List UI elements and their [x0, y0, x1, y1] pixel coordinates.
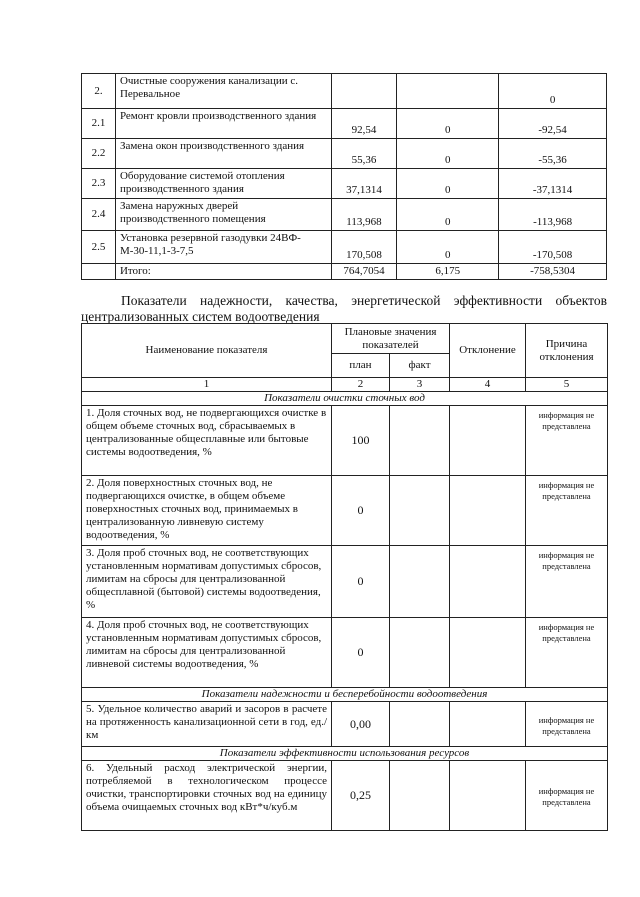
header-deviation: Отклонение	[450, 324, 526, 378]
cell-value: 0	[397, 199, 499, 231]
section-row	[82, 747, 608, 761]
indicators-table	[81, 323, 608, 831]
plan-value: 0,25	[332, 761, 390, 831]
fact-value	[390, 476, 450, 546]
cell-value: -113,968	[499, 199, 607, 231]
deviation-value	[450, 702, 526, 747]
column-number: 1	[82, 378, 332, 392]
header-row	[82, 324, 608, 354]
section-title: Показатели очистки сточных вод	[82, 392, 608, 406]
reason-text: информация не представлена	[526, 406, 608, 476]
row-number: 2.3	[82, 169, 116, 199]
cell-value: -170,508	[499, 231, 607, 264]
cell-value: 0	[397, 109, 499, 139]
fact-value	[390, 761, 450, 831]
reason-text: информация не представлена	[526, 546, 608, 618]
row-name: Очистные сооружения канализации с. Перевальное	[115, 74, 331, 109]
deviation-value	[450, 761, 526, 831]
deviation-value	[450, 406, 526, 476]
header-reason: Причина отклонения	[526, 324, 608, 378]
cell-value: -55,36	[499, 139, 607, 169]
reason-text: информация не представлена	[526, 702, 608, 747]
table-row	[82, 406, 608, 476]
reason-text: информация не представлена	[526, 476, 608, 546]
expenses-table	[81, 73, 607, 280]
plan-value: 0,00	[332, 702, 390, 747]
row-name: Ремонт кровли производственного здания	[115, 109, 331, 139]
deviation-value	[450, 618, 526, 688]
indicator-name: 4. Доля проб сточных вод, не соответствующих установленным нормативам допустимых сбросов, лимитам на сбросы для централизованной ливневой системы водоотведения, %	[82, 618, 332, 688]
section-title: Показатели надежности и бесперебойности водоотведения	[82, 688, 608, 702]
section-row	[82, 392, 608, 406]
column-number: 3	[390, 378, 450, 392]
table-row	[82, 618, 608, 688]
reason-text: информация не представлена	[526, 761, 608, 831]
table-row	[82, 199, 607, 231]
table-row	[82, 546, 608, 618]
cell-value: 0	[499, 74, 607, 109]
cell-value: 0	[397, 169, 499, 199]
indicator-name: 1. Доля сточных вод, не подвергающихся очистке в общем объеме сточных вод, сбрасываемых в централизованные общесплавные или бытовые системы водоотведения, %	[82, 406, 332, 476]
reason-text: информация не представлена	[526, 618, 608, 688]
total-value: 6,175	[397, 264, 499, 280]
cell-value: -37,1314	[499, 169, 607, 199]
header-fact: факт	[390, 354, 450, 378]
table-row	[82, 702, 608, 747]
table-row	[82, 169, 607, 199]
empty-cell	[82, 264, 116, 280]
row-name: Установка резервной газодувки 24ВФ-М-30-11,1-3-7,5	[115, 231, 331, 264]
deviation-value	[450, 546, 526, 618]
indicator-name: 5. Удельное количество аварий и засоров в расчете на протяженность канализационной сети в год, ед./км	[82, 702, 332, 747]
row-number: 2.2	[82, 139, 116, 169]
plan-value: 100	[332, 406, 390, 476]
section-row	[82, 688, 608, 702]
table-row	[82, 476, 608, 546]
indicator-name: 2. Доля поверхностных сточных вод, не подвергающихся очистке, в общем объеме поверхностных сточных вод, принимаемых в централизованную ливневую систему водоотведения, %	[82, 476, 332, 546]
cell-value: 0	[397, 139, 499, 169]
row-number: 2.	[82, 74, 116, 109]
section-heading: Показатели надежности, качества, энергетической эффективности объектов централизованных систем водоотведения	[81, 293, 607, 324]
column-numbers-row	[82, 378, 608, 392]
column-number: 2	[332, 378, 390, 392]
deviation-value	[450, 476, 526, 546]
header-plan: план	[332, 354, 390, 378]
total-label: Итого:	[115, 264, 331, 280]
indicator-name: 6. Удельный расход электрической энергии, потребляемой в технологическом процессе очистки, транспортировки сточных вод на единицу объема очищаемых сточных вод кВт*ч/куб.м	[82, 761, 332, 831]
column-number: 4	[450, 378, 526, 392]
cell-value: 0	[397, 231, 499, 264]
fact-value	[390, 702, 450, 747]
section-title: Показатели эффективности использования ресурсов	[82, 747, 608, 761]
total-value: -758,5304	[499, 264, 607, 280]
plan-value: 0	[332, 546, 390, 618]
cell-value: 55,36	[331, 139, 397, 169]
table-row	[82, 231, 607, 264]
header-planned: Плановые значения показателей	[332, 324, 450, 354]
header-name: Наименование показателя	[82, 324, 332, 378]
plan-value: 0	[332, 618, 390, 688]
row-name: Замена наружных дверей производственного помещения	[115, 199, 331, 231]
fact-value	[390, 618, 450, 688]
cell-value: -92,54	[499, 109, 607, 139]
row-number: 2.5	[82, 231, 116, 264]
indicator-name: 3. Доля проб сточных вод, не соответствующих установленным нормативам допустимых сбросов, лимитам на сбросы для централизованной общесплавной (бытовой) системы водоотведения, %	[82, 546, 332, 618]
row-name: Оборудование системой отопления производственного здания	[115, 169, 331, 199]
table-row	[82, 74, 607, 109]
row-name: Замена окон производственного здания	[115, 139, 331, 169]
table-row	[82, 761, 608, 831]
row-number: 2.4	[82, 199, 116, 231]
fact-value	[390, 406, 450, 476]
fact-value	[390, 546, 450, 618]
table-row	[82, 109, 607, 139]
cell-value: 92,54	[331, 109, 397, 139]
table-row	[82, 139, 607, 169]
cell-value	[397, 74, 499, 109]
plan-value: 0	[332, 476, 390, 546]
total-value: 764,7054	[331, 264, 397, 280]
row-number: 2.1	[82, 109, 116, 139]
total-row	[82, 264, 607, 280]
cell-value	[331, 74, 397, 109]
column-number: 5	[526, 378, 608, 392]
cell-value: 170,508	[331, 231, 397, 264]
cell-value: 37,1314	[331, 169, 397, 199]
cell-value: 113,968	[331, 199, 397, 231]
